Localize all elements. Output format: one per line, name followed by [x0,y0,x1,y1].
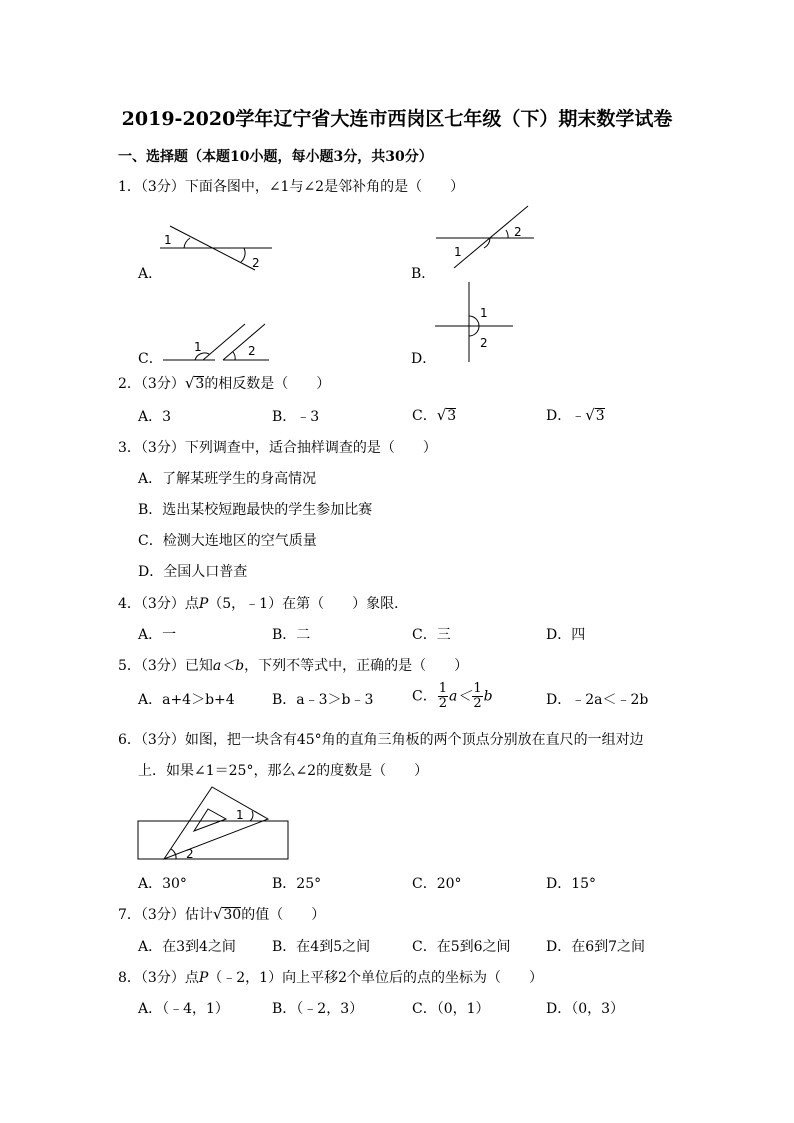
q1-figure-d-label-2: 2 [480,336,488,350]
sqrt-symbol: √ [436,406,447,424]
q1-option-b: B． [411,266,436,282]
question-6-line-1: 6．（3分）如图，把一块含有45°角的直角三角板的两个顶点分别放在直尺的一组对边 [118,732,644,748]
q6-figure [136,785,294,863]
q5-option-c-letter: C． [412,688,437,705]
sqrt-symbol: √ [585,406,595,424]
q4-option-d: D．四 [546,627,586,643]
q7-prefix: 7．（3分）估计 [118,907,213,923]
q3-option-d: D．全国人口普查 [138,564,248,580]
q4-point-var: P [198,596,209,612]
q8-option-d: D．（0，3） [546,1001,625,1017]
q4-option-c: C．三 [412,627,451,643]
sqrt-symbol: √ [212,905,223,923]
q6-figure-label-2: 2 [186,847,194,861]
fraction-denominator: 2 [473,696,482,711]
q8-prefix: 8．（3分）点 [118,970,199,986]
question-8-stem [118,967,543,987]
question-6-line-2: 上．如果∠1＝25°，那么∠2的度数是（ ） [138,763,429,779]
q5-option-c-tail: b [483,688,493,705]
question-5-stem [118,655,468,675]
fraction [438,682,448,711]
fraction-numerator: 1 [473,681,482,696]
q8-point-var: P [198,970,209,986]
q2-radicand: 3 [195,376,205,392]
q7-option-d: D．在6到7之间 [546,939,646,955]
q8-option-b: B．（﹣2，3） [272,1001,364,1017]
q2-option-c [412,405,456,425]
q8-suffix: （﹣2，1）向上平移2个单位后的点的坐标为（ ） [208,970,543,986]
q5-option-a: A．a+4＞b+4 [138,692,235,708]
q1-figure-d [435,282,515,364]
q1-figure-b-label-2: 2 [514,225,522,239]
q1-figure-d-label-1: 1 [480,306,488,320]
q7-option-a: A．在3到4之间 [138,939,236,955]
q2-option-c-letter: C． [412,408,437,424]
fraction-denominator: 2 [438,696,447,711]
q2-option-b: B．﹣3 [272,409,320,425]
q1-figure-b [436,204,536,269]
q1-figure-c-label-2: 2 [248,344,256,358]
q6-option-d: D．15° [546,876,597,892]
q1-option-c: C． [138,351,163,367]
q2-option-c-radicand: 3 [447,408,457,424]
fraction-numerator: 1 [438,681,447,696]
q6-option-a: A．30° [138,876,187,892]
q5-option-c [412,682,493,711]
q1-figure-c [163,322,273,364]
q5-condition: a＜b [212,658,245,674]
question-1-stem: 1．（3分）下面各图中，∠1与∠2是邻补角的是（ ） [118,179,465,195]
q7-suffix: 的值（ ） [241,907,326,923]
q2-tail: 的相反数是（ ） [204,376,331,392]
q1-figure-b-label-1: 1 [454,245,462,259]
q1-figure-a-label-2: 2 [252,256,260,270]
q5-option-b: B．a﹣3＞b﹣3 [272,692,374,708]
q3-option-c: C．检测大连地区的空气质量 [138,533,317,549]
q7-radicand: 30 [223,907,242,923]
q4-option-b: B．二 [272,627,311,643]
q8-option-c: C．（0，1） [412,1001,490,1017]
q5-suffix: ，下列不等式中，正确的是（ ） [244,658,469,674]
q2-option-d-radicand: 3 [595,408,605,424]
q5-option-d: D．﹣2a＜﹣2b [546,692,649,708]
page-title: 2019-2020学年辽宁省大连市西岗区七年级（下）期末数学试卷 [121,108,673,130]
q3-option-b: B．选出某校短跑最快的学生参加比赛 [138,502,373,518]
q4-suffix: （5，﹣1）在第（ ）象限． [208,596,409,612]
sqrt-symbol: √ [184,374,195,392]
q1-figure-a [160,222,275,272]
q7-option-c: C．在5到6之间 [412,939,511,955]
q2-number: 2．（3分） [118,376,185,392]
q2-option-d-letter: D．﹣ [546,408,586,424]
question-3-stem: 3．（3分）下列调查中，适合抽样调查的是（ ） [118,440,437,456]
q3-option-a: A．了解某班学生的身高情况 [138,471,317,487]
q1-figure-c-label-1: 1 [194,340,202,354]
question-7-stem [118,904,325,924]
q4-option-a: A．一 [138,627,177,643]
q7-option-b: B．在4到5之间 [272,939,371,955]
q5-option-c-mid: a＜ [449,688,472,705]
q6-figure-label-1: 1 [236,808,244,822]
question-4-stem [118,593,408,613]
q4-prefix: 4．（3分）点 [118,596,199,612]
q1-figure-a-label-1: 1 [164,233,172,247]
section-heading: 一、选择题（本题10小题，每小题3分，共30分） [118,149,433,165]
q6-option-b: B．25° [272,876,322,892]
q1-option-a: A． [138,266,163,282]
q2-option-a: A．3 [138,409,172,425]
q2-option-d [546,405,605,425]
fraction [472,682,482,711]
q6-option-c: C．20° [412,876,462,892]
q8-option-a: A．（﹣4，1） [138,1001,229,1017]
q1-option-d: D． [411,351,437,367]
q5-prefix: 5．（3分）已知 [118,658,213,674]
question-2-stem [118,373,330,393]
